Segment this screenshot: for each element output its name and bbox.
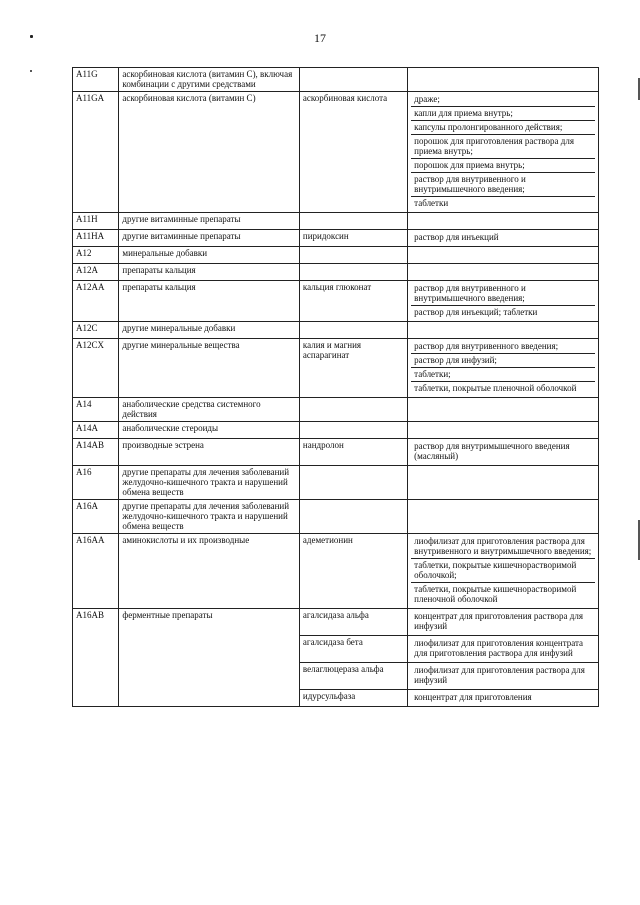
table-row xyxy=(73,466,599,500)
atc-code-cell: A16AB xyxy=(73,609,119,707)
dosage-form-cell xyxy=(408,230,599,247)
drug-name-cell xyxy=(299,264,407,281)
atc-code-cell: A11G xyxy=(73,68,119,92)
dosage-form-item xyxy=(411,265,595,278)
dosage-form-cell xyxy=(408,339,599,398)
anatomical-group-cell: анаболические стероиды xyxy=(119,422,299,439)
anatomical-group-cell: другие препараты для лечения заболеваний желудочно-кишечного тракта и нарушений обмена веществ xyxy=(119,466,299,500)
anatomical-group-cell: препараты кальция xyxy=(119,281,299,322)
atc-code-cell: A11H xyxy=(73,213,119,230)
dosage-form-item: таблетки, покрытые пленочной оболочкой xyxy=(411,381,595,395)
table-row xyxy=(73,500,599,534)
drug-name-cell xyxy=(299,500,407,534)
dosage-form-item: раствор для инъекций; таблетки xyxy=(411,305,595,319)
anatomical-group-cell: производные эстрена xyxy=(119,439,299,466)
dosage-form-cell xyxy=(408,92,599,213)
dosage-form-item: капли для приема внутрь; xyxy=(411,106,595,120)
dosage-form-item: драже; xyxy=(414,94,440,104)
dosage-form-item: концентрат для приготовления раствора для инфузий xyxy=(414,611,583,631)
atc-code-cell: A12CX xyxy=(73,339,119,398)
atc-code-cell: A12AA xyxy=(73,281,119,322)
dosage-form-cell xyxy=(408,500,599,534)
atc-code-cell: A16A xyxy=(73,500,119,534)
anatomical-group-cell: другие минеральные вещества xyxy=(119,339,299,398)
table-row xyxy=(73,398,599,422)
drug-name-cell xyxy=(299,398,407,422)
dosage-form-item: таблетки; xyxy=(411,367,595,381)
table-row xyxy=(73,534,599,609)
table-body xyxy=(73,68,599,707)
dosage-form-item: капсулы пролонгированного действия; xyxy=(411,120,595,134)
anatomical-group-cell: аскорбиновая кислота (витамин С), включая комбинации с другими средствами xyxy=(119,68,299,92)
atc-code-cell: A12A xyxy=(73,264,119,281)
atc-code-cell: A16AA xyxy=(73,534,119,609)
anatomical-group-cell: другие препараты для лечения заболеваний желудочно-кишечного тракта и нарушений обмена веществ xyxy=(119,500,299,534)
drug-name-cell xyxy=(299,466,407,500)
dosage-form-cell xyxy=(408,68,599,92)
atc-code-cell: A14 xyxy=(73,398,119,422)
dosage-form-cell xyxy=(408,690,599,707)
drug-name-cell xyxy=(299,68,407,92)
dosage-form-cell xyxy=(408,609,599,636)
dosage-form-item xyxy=(411,467,595,480)
dosage-form-item: порошок для приготовления раствора для приема внутрь; xyxy=(411,134,595,158)
dosage-form-cell xyxy=(408,422,599,439)
drug-name-cell: калия и магния аспарагинат xyxy=(299,339,407,398)
dosage-form-cell xyxy=(408,247,599,264)
dosage-form-item xyxy=(411,214,595,227)
dosage-form-item: лиофилизат для приготовления раствора для инфузий xyxy=(414,665,585,685)
table-row xyxy=(73,322,599,339)
anatomical-group-cell: анаболические средства системного действия xyxy=(119,398,299,422)
dosage-form-cell xyxy=(408,439,599,466)
drug-name-cell: нандролон xyxy=(299,439,407,466)
dosage-form-item: раствор для инфузий; xyxy=(411,353,595,367)
atc-code-cell: A12C xyxy=(73,322,119,339)
dosage-form-item: таблетки xyxy=(411,196,595,210)
table-row xyxy=(73,281,599,322)
dosage-form-cell xyxy=(408,264,599,281)
dosage-form-cell xyxy=(408,534,599,609)
drug-name-cell: пиридоксин xyxy=(299,230,407,247)
anatomical-group-cell: другие минеральные добавки xyxy=(119,322,299,339)
page-number: 17 xyxy=(314,31,326,45)
atc-code-cell: A12 xyxy=(73,247,119,264)
dosage-form-cell xyxy=(408,398,599,422)
atc-code-cell: A14A xyxy=(73,422,119,439)
table-row xyxy=(73,439,599,466)
dosage-form-item: лиофилизат для приготовления концентрата для приготовления раствора для инфузий xyxy=(414,638,584,658)
table-row xyxy=(73,422,599,439)
drug-name-cell: аскорбиновая кислота xyxy=(299,92,407,213)
dosage-form-item: раствор для внутримышечного введения (масляный) xyxy=(414,441,570,461)
dosage-form-item xyxy=(411,399,595,412)
dosage-form-item xyxy=(411,501,595,514)
dosage-form-item xyxy=(411,69,595,82)
drug-name-cell: кальция глюконат xyxy=(299,281,407,322)
anatomical-group-cell: аминокислоты и их производные xyxy=(119,534,299,609)
scan-mark xyxy=(30,70,32,72)
anatomical-group-cell: аскорбиновая кислота (витамин С) xyxy=(119,92,299,213)
drug-name-cell: агалсидаза бета xyxy=(299,636,407,663)
drug-name-cell xyxy=(299,213,407,230)
dosage-form-item: раствор для инъекций xyxy=(414,232,499,242)
dosage-form-item: концентрат для приготовления xyxy=(414,692,532,702)
scan-mark xyxy=(30,35,33,38)
atc-code-cell: A16 xyxy=(73,466,119,500)
dosage-form-item: раствор для внутривенного введения; xyxy=(414,341,559,351)
anatomical-group-cell: ферментные препараты xyxy=(119,609,299,707)
drug-name-cell xyxy=(299,247,407,264)
anatomical-group-cell: минеральные добавки xyxy=(119,247,299,264)
atc-code-cell: A14AB xyxy=(73,439,119,466)
dosage-form-item xyxy=(411,248,595,261)
anatomical-group-cell: другие витаминные препараты xyxy=(119,230,299,247)
table-row xyxy=(73,230,599,247)
drug-name-cell: идурсульфаза xyxy=(299,690,407,707)
dosage-form-cell xyxy=(408,636,599,663)
drug-name-cell: агалсидаза альфа xyxy=(299,609,407,636)
table-row xyxy=(73,247,599,264)
table-row xyxy=(73,609,599,636)
drug-name-cell: велаглюцераза альфа xyxy=(299,663,407,690)
table-row xyxy=(73,68,599,92)
dosage-form-cell xyxy=(408,466,599,500)
dosage-form-item: порошок для приема внутрь; xyxy=(411,158,595,172)
dosage-form-item: раствор для внутривенного и внутримышечного введения; xyxy=(414,283,526,303)
drug-name-cell: адеметионин xyxy=(299,534,407,609)
atc-code-cell: A11GA xyxy=(73,92,119,213)
table-row xyxy=(73,213,599,230)
dosage-form-cell xyxy=(408,281,599,322)
atc-code-cell: A11HA xyxy=(73,230,119,247)
table-row xyxy=(73,264,599,281)
drug-name-cell xyxy=(299,322,407,339)
dosage-form-cell xyxy=(408,322,599,339)
dosage-form-cell xyxy=(408,663,599,690)
table-row xyxy=(73,92,599,213)
table-row xyxy=(73,339,599,398)
drug-name-cell xyxy=(299,422,407,439)
dosage-form-item: таблетки, покрытые кишечнорастворимой пленочной оболочкой xyxy=(411,582,595,606)
dosage-form-item: таблетки, покрытые кишечнорастворимой оболочкой; xyxy=(411,558,595,582)
anatomical-group-cell: другие витаминные препараты xyxy=(119,213,299,230)
dosage-form-item xyxy=(411,423,595,436)
dosage-form-item: лиофилизат для приготовления раствора для внутривенного и внутримышечного введения; xyxy=(414,536,592,556)
dosage-form-item: раствор для внутривенного и внутримышечного введения; xyxy=(411,172,595,196)
anatomical-group-cell: препараты кальция xyxy=(119,264,299,281)
drug-table xyxy=(72,67,599,707)
dosage-form-cell xyxy=(408,213,599,230)
dosage-form-item xyxy=(411,323,595,336)
